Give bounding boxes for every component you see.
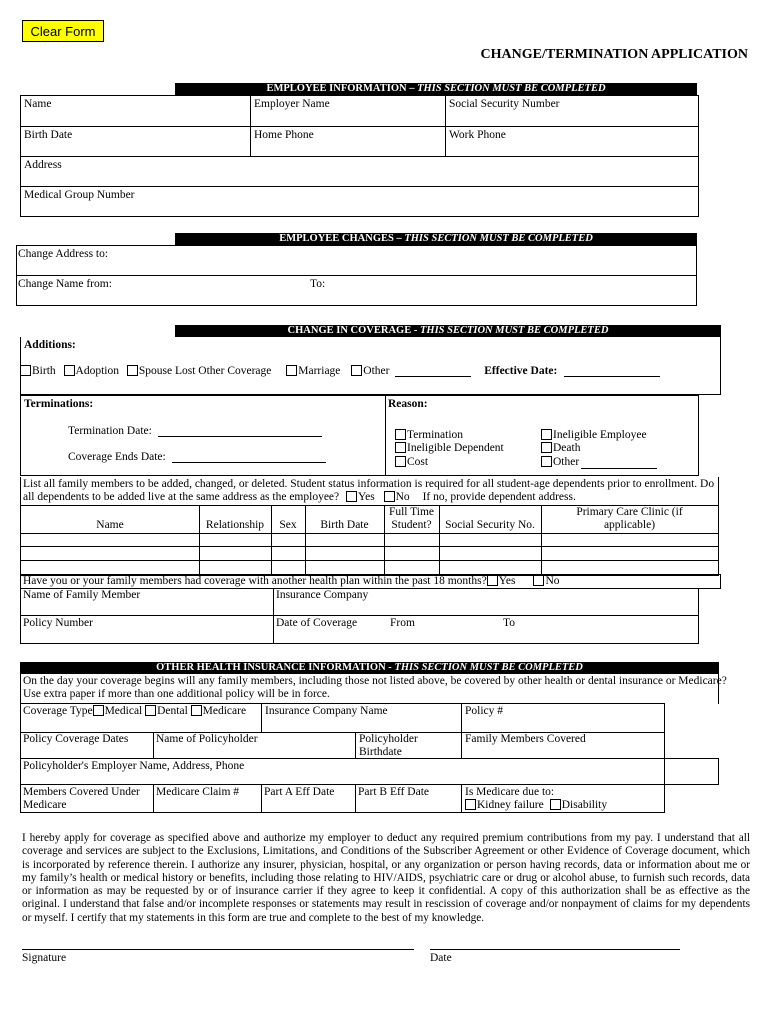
additions-box [20,337,721,395]
policy-number-field[interactable]: Policy Number [23,617,93,629]
birth-date-field[interactable]: Birth Date [24,129,73,141]
reason-ineligible-dep-checkbox[interactable] [395,442,406,453]
date-line[interactable] [430,949,680,950]
prior-coverage-yes-label: Yes [498,575,516,587]
col-sex: Sex [279,519,297,531]
same-address-yes-checkbox[interactable] [346,491,357,502]
reason-cost-checkbox[interactable] [395,456,406,467]
employer-info-extension [665,758,719,785]
ssn-field[interactable]: Social Security Number [445,96,698,126]
col-ssn: Social Security No. [445,519,535,531]
terminations-label: Terminations: [24,398,94,410]
home-phone-field[interactable]: Home Phone [250,127,445,156]
reason-ineligible-dep-label: Ineligible Dependent [407,442,504,455]
reason-other-checkbox[interactable] [541,456,552,467]
additions-label: Additions: [24,339,76,351]
to-label[interactable]: To [503,617,515,629]
col-name: Name [96,519,124,531]
change-name-to-field[interactable]: To: [310,278,326,290]
employer-name-field[interactable]: Employer Name [250,96,445,126]
medicare-checkbox[interactable] [191,705,202,716]
col-full-time: Full Time [388,506,435,518]
col-pcc: Primary Care Clinic (if [576,506,683,518]
family-covered-field[interactable]: Family Members Covered [465,733,586,745]
reason-other-label: Other [553,455,580,468]
employee-info-table [20,95,699,217]
coverage-type-label: Coverage Type [23,705,93,717]
policy-coverage-dates-field[interactable]: Policy Coverage Dates [23,733,129,745]
prior-coverage-question-box [20,574,721,589]
coverage-ends-line[interactable] [172,462,326,463]
col-relationship: Relationship [205,519,265,531]
change-name-from-field[interactable]: Change Name from: [18,278,112,290]
authorization-text: I hereby apply for coverage as specified above and authorize my employer to deduct any required premium contributions from my pay. I understand that all coverage and services are subject to the Exclusions, Limitations, and Conditions of the Subscriber Agreement or other Evidence of Coverage document, which is incorporated by reference therein. I authorize any insurer, physician, hospital, or any organization or person having records, data or information about me or my family’s health or medical history or benefits, including those relating to HIV/AIDS, psychiatric care or drug or alcohol abuse, to furnish such records, data or information as may be requested by or of insurance carrier if they agree to keep it confidential. A copy of this authorization shall be as effective as the original. I understand that false and/or incomplete responses or statements may result in rescission of coverage and/or nonpayment of claims for my dependents or myself. I certify that my statements in this form are true and complete to the best of my knowledge. [22,832,750,924]
change-address-field[interactable]: Change Address to: [18,248,109,260]
medicare-table [20,785,665,813]
clear-form-button[interactable]: Clear Form [22,20,104,42]
medicare-claim-field[interactable]: Medicare Claim # [156,786,240,798]
signature-line[interactable] [22,949,414,950]
kidney-failure-label: Kidney failure [477,799,544,811]
coverage-ends-label: Coverage Ends Date: [68,451,166,463]
reason-ineligible-emp-label: Ineligible Employee [553,429,647,441]
kidney-failure-checkbox[interactable] [465,799,476,810]
reason-ineligible-emp-checkbox[interactable] [541,429,552,440]
medicare-label: Medicare [202,705,247,717]
work-phone-field[interactable]: Work Phone [445,127,698,156]
dental-label: Dental [157,705,188,717]
change-coverage-header: CHANGE IN COVERAGE - THIS SECTION MUST BE COMPLETED [175,325,721,337]
reason-cost-label: Cost [407,455,429,468]
dependents-section [20,477,719,576]
prior-coverage-yes-checkbox[interactable] [487,575,498,586]
dependent-row[interactable] [21,533,718,547]
marriage-checkbox[interactable] [286,365,297,376]
date-label: Date [430,952,452,964]
medical-label: Medical [104,705,143,717]
same-address-no-checkbox[interactable] [384,491,395,502]
medical-checkbox[interactable] [93,705,104,716]
adoption-checkbox[interactable] [64,365,75,376]
name-field[interactable]: Name [24,98,52,110]
disability-checkbox[interactable] [550,799,561,810]
reason-label: Reason: [388,398,428,410]
other-label: Other [363,365,390,377]
effective-date-label: Effective Date: [484,365,558,377]
other-insurance-header: OTHER HEALTH INSURANCE INFORMATION - THIS SECTION MUST BE COMPLETED [20,662,719,674]
list-instructions: List all family members to be added, changed, or deleted. Student status information is required for all student-age dependents prior to enrollment. Do [23,478,715,490]
employee-info-header: EMPLOYEE INFORMATION – THIS SECTION MUST BE COMPLETED [175,83,697,95]
part-a-field[interactable]: Part A Eff Date [264,786,335,798]
same-address-question: all dependents to be added live at the same address as the employee? [23,491,340,503]
reason-death-checkbox[interactable] [541,442,552,453]
signature-label: Signature [22,952,67,964]
col-student: Student? [391,519,432,531]
reason-other-line[interactable] [581,468,657,469]
prior-coverage-question: Have you or your family members had coverage with another health plan within the past 18 months? [23,575,487,587]
address-field[interactable]: Address [24,159,62,171]
employee-changes-header: EMPLOYEE CHANGES – THIS SECTION MUST BE COMPLETED [175,233,697,245]
reason-termination-checkbox[interactable] [395,429,406,440]
medicare-due-label: Is Medicare due to: [465,786,555,798]
prior-coverage-no-label: No [545,575,560,587]
spouse-lost-checkbox[interactable] [127,365,138,376]
name-of-policyholder-field[interactable]: Name of Policyholder [156,733,258,745]
medical-group-field[interactable]: Medical Group Number [24,189,135,201]
employee-changes-table [16,245,697,306]
other-line[interactable] [395,376,471,377]
marriage-label: Marriage [298,365,341,377]
part-b-field[interactable]: Part B Eff Date [358,786,430,798]
dependent-row[interactable] [21,561,718,575]
other-insurance-table [20,703,665,785]
ins-company-name-field[interactable]: Insurance Company Name [265,705,388,717]
same-address-no-label: No [395,491,410,503]
disability-label: Disability [561,799,608,811]
dental-checkbox[interactable] [145,705,156,716]
members-medicare-field[interactable]: Members Covered Under Medicare [23,786,140,811]
from-label[interactable]: From [390,617,415,629]
col-pcc-applicable: applicable) [603,519,656,531]
prior-coverage-no-checkbox[interactable] [533,575,544,586]
other-checkbox[interactable] [351,365,362,376]
policyholder-birthdate-field[interactable]: Policyholder Birthdate [359,733,418,758]
date-of-coverage-label: Date of Coverage [276,617,358,629]
termination-date-line[interactable] [158,436,322,437]
reason-termination-label: Termination [407,429,464,441]
birth-label: Birth [32,365,56,377]
other-insurance-question: On the day your coverage begins will any family members, including those not listed above, be covered by other health or dental insurance or Medicare? Use extra paper if more than one additional policy will be in force. [20,674,719,704]
spouse-lost-label: Spouse Lost Other Coverage [138,365,272,377]
termination-date-label: Termination Date: [68,425,152,437]
birth-checkbox[interactable] [20,365,31,376]
terminations-box [20,395,699,476]
family-member-field[interactable]: Name of Family Member [23,589,141,601]
adoption-label: Adoption [75,365,119,377]
dependent-row[interactable] [21,547,718,561]
prior-coverage-table [20,588,699,644]
policy-no-field[interactable]: Policy # [465,705,504,717]
effective-date-line[interactable] [564,376,660,377]
col-birth-date: Birth Date [320,519,369,531]
employer-info-field[interactable]: Policyholder's Employer Name, Address, Phone [23,760,245,772]
if-no-label: If no, provide dependent address. [422,491,576,503]
reason-death-label: Death [553,442,581,455]
same-address-yes-label: Yes [358,491,375,503]
page-title: CHANGE/TERMINATION APPLICATION [480,47,748,62]
insurance-company-field[interactable]: Insurance Company [276,589,369,601]
